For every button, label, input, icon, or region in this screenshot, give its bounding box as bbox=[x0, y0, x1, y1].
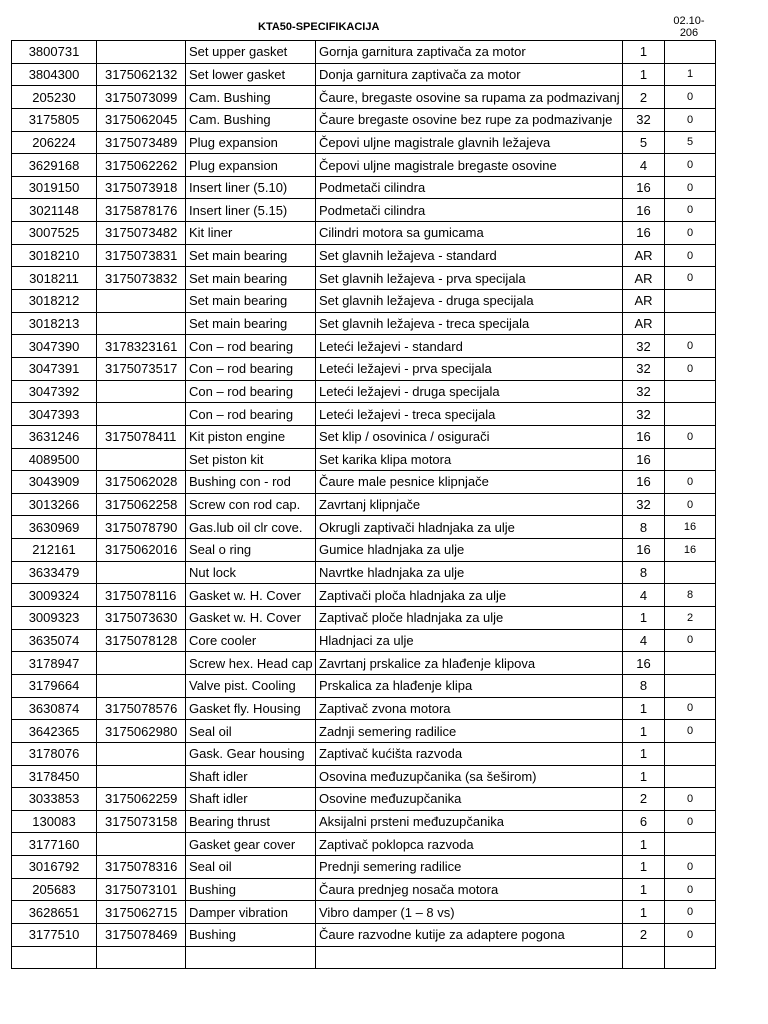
cell-part-number bbox=[97, 833, 186, 856]
cell-quantity: 2 bbox=[623, 788, 665, 811]
cell-code: 3630874 bbox=[12, 697, 97, 720]
cell-part-number: 3175073482 bbox=[97, 222, 186, 245]
cell-code: 3018212 bbox=[12, 290, 97, 313]
cell-part-number: 3175073832 bbox=[97, 267, 186, 290]
table-row bbox=[12, 652, 716, 675]
cell-description: Navrtke hladnjaka za ulje bbox=[316, 561, 623, 584]
cell-code: 3633479 bbox=[12, 561, 97, 584]
cell-quantity: 1 bbox=[623, 878, 665, 901]
cell-code: 3007525 bbox=[12, 222, 97, 245]
cell-part-name: Nut lock bbox=[186, 561, 316, 584]
cell-part-number: 3175062132 bbox=[97, 63, 186, 86]
cell-part-name: Seal oil bbox=[186, 720, 316, 743]
table-row bbox=[12, 697, 716, 720]
cell-description: Aksijalni prsteni međuzupčanika bbox=[316, 810, 623, 833]
table-row bbox=[12, 561, 716, 584]
cell-extra: 0 bbox=[665, 425, 716, 448]
cell-quantity: 1 bbox=[623, 607, 665, 630]
cell-quantity: 8 bbox=[623, 674, 665, 697]
cell-description: Čepovi uljne magistrale bregaste osovine bbox=[316, 154, 623, 177]
cell-description: Zaptivači ploča hladnjaka za ulje bbox=[316, 584, 623, 607]
cell-extra bbox=[665, 290, 716, 313]
cell-part-number: 3175062045 bbox=[97, 108, 186, 131]
table-row bbox=[12, 154, 716, 177]
cell-part-number bbox=[97, 41, 186, 64]
cell-part-number bbox=[97, 380, 186, 403]
cell-code: 3628651 bbox=[12, 901, 97, 924]
cell-description: Vibro damper (1 – 8 vs) bbox=[316, 901, 623, 924]
spec-table bbox=[11, 40, 716, 969]
table-row bbox=[12, 380, 716, 403]
cell-description: Zaptivač poklopca razvoda bbox=[316, 833, 623, 856]
cell-description: Podmetači cilindra bbox=[316, 176, 623, 199]
table-row bbox=[12, 788, 716, 811]
cell-code: 130083 bbox=[12, 810, 97, 833]
cell-quantity: 4 bbox=[623, 629, 665, 652]
table-row bbox=[12, 833, 716, 856]
cell-quantity: 2 bbox=[623, 923, 665, 946]
table-row bbox=[12, 923, 716, 946]
cell-part-number bbox=[97, 290, 186, 313]
cell-part-name: Gasket w. H. Cover bbox=[186, 607, 316, 630]
cell-description: Cilindri motora sa gumicama bbox=[316, 222, 623, 245]
cell-part-number: 3175073158 bbox=[97, 810, 186, 833]
cell-part-name: Bushing con - rod bbox=[186, 471, 316, 494]
cell-description: Set glavnih ležajeva - prva specijala bbox=[316, 267, 623, 290]
cell-extra: 0 bbox=[665, 923, 716, 946]
cell-description: Zavrtanj prskalice za hlađenje klipova bbox=[316, 652, 623, 675]
cell-part-number: 3175073101 bbox=[97, 878, 186, 901]
cell-extra bbox=[665, 674, 716, 697]
cell-part-name: Set upper gasket bbox=[186, 41, 316, 64]
cell-part-number: 3175078790 bbox=[97, 516, 186, 539]
cell-part-name: Insert liner (5.10) bbox=[186, 176, 316, 199]
cell-quantity: 5 bbox=[623, 131, 665, 154]
cell-part-number: 3175073099 bbox=[97, 86, 186, 109]
cell-description: Zaptivač kućišta razvoda bbox=[316, 742, 623, 765]
cell-part-number: 3175073630 bbox=[97, 607, 186, 630]
table-row bbox=[12, 357, 716, 380]
date-line-1: 02.10- bbox=[673, 15, 705, 27]
cell-part-number: 3175073831 bbox=[97, 244, 186, 267]
cell-extra: 0 bbox=[665, 878, 716, 901]
table-row bbox=[12, 425, 716, 448]
cell-part-name: Insert liner (5.15) bbox=[186, 199, 316, 222]
cell-code: 3018213 bbox=[12, 312, 97, 335]
table-row bbox=[12, 290, 716, 313]
cell-quantity: 32 bbox=[623, 108, 665, 131]
cell-quantity: 32 bbox=[623, 380, 665, 403]
cell-description: Hladnjaci za ulje bbox=[316, 629, 623, 652]
cell-code: 3047390 bbox=[12, 335, 97, 358]
cell-description: Zaptivač ploče hladnjaka za ulje bbox=[316, 607, 623, 630]
cell-part-name: Valve pist. Cooling bbox=[186, 674, 316, 697]
table-row bbox=[12, 108, 716, 131]
cell-extra: 0 bbox=[665, 199, 716, 222]
cell-part-name: Set main bearing bbox=[186, 267, 316, 290]
cell-code: 3630969 bbox=[12, 516, 97, 539]
cell-part-number: 3175078316 bbox=[97, 856, 186, 879]
cell-code: 3175805 bbox=[12, 108, 97, 131]
cell-part-number: 3175878176 bbox=[97, 199, 186, 222]
table-row bbox=[12, 176, 716, 199]
cell-description: Prednji semering radilice bbox=[316, 856, 623, 879]
cell-part-number: 3175062028 bbox=[97, 471, 186, 494]
cell-quantity: 1 bbox=[623, 41, 665, 64]
cell-description: Čepovi uljne magistrale glavnih ležajeva bbox=[316, 131, 623, 154]
cell-code: 3804300 bbox=[12, 63, 97, 86]
cell-extra bbox=[665, 561, 716, 584]
cell-description: Osovine međuzupčanika bbox=[316, 788, 623, 811]
cell-extra bbox=[665, 41, 716, 64]
cell-code: 3009324 bbox=[12, 584, 97, 607]
cell-part-number: 3175078469 bbox=[97, 923, 186, 946]
cell-description: Gornja garnitura zaptivača za motor bbox=[316, 41, 623, 64]
table-row bbox=[12, 448, 716, 471]
cell-code: 205683 bbox=[12, 878, 97, 901]
cell-part-number: 3175078116 bbox=[97, 584, 186, 607]
cell-code: 3043909 bbox=[12, 471, 97, 494]
cell-quantity: AR bbox=[623, 267, 665, 290]
cell-extra: 0 bbox=[665, 86, 716, 109]
cell-quantity: 1 bbox=[623, 742, 665, 765]
cell-description: Gumice hladnjaka za ulje bbox=[316, 539, 623, 562]
table-row bbox=[12, 765, 716, 788]
cell-code bbox=[12, 946, 97, 969]
cell-part-name: Kit piston engine bbox=[186, 425, 316, 448]
cell-quantity: 16 bbox=[623, 176, 665, 199]
cell-part-number: 3175073489 bbox=[97, 131, 186, 154]
cell-part-number bbox=[97, 946, 186, 969]
cell-part-number: 3175078128 bbox=[97, 629, 186, 652]
cell-description: Čaure male pesnice klipnjače bbox=[316, 471, 623, 494]
cell-extra: 0 bbox=[665, 108, 716, 131]
cell-part-number: 3175062980 bbox=[97, 720, 186, 743]
cell-extra: 8 bbox=[665, 584, 716, 607]
cell-quantity: 1 bbox=[623, 697, 665, 720]
cell-code: 3019150 bbox=[12, 176, 97, 199]
cell-description: Set glavnih ležajeva - treca specijala bbox=[316, 312, 623, 335]
cell-quantity: 32 bbox=[623, 493, 665, 516]
cell-quantity: 4 bbox=[623, 584, 665, 607]
cell-description: Okrugli zaptivači hladnjaka za ulje bbox=[316, 516, 623, 539]
cell-description: Prskalica za hlađenje klipa bbox=[316, 674, 623, 697]
cell-part-name: Set piston kit bbox=[186, 448, 316, 471]
cell-extra bbox=[665, 312, 716, 335]
cell-part-name: Screw con rod cap. bbox=[186, 493, 316, 516]
cell-quantity: 4 bbox=[623, 154, 665, 177]
cell-part-number: 3175078411 bbox=[97, 425, 186, 448]
cell-part-name: Shaft idler bbox=[186, 788, 316, 811]
cell-extra bbox=[665, 652, 716, 675]
cell-part-name: Gas.lub oil clr cove. bbox=[186, 516, 316, 539]
cell-extra: 0 bbox=[665, 629, 716, 652]
cell-part-number: 3175073918 bbox=[97, 176, 186, 199]
table-row bbox=[12, 856, 716, 879]
cell-extra: 0 bbox=[665, 697, 716, 720]
cell-part-name: Damper vibration bbox=[186, 901, 316, 924]
table-row bbox=[12, 244, 716, 267]
cell-part-name: Core cooler bbox=[186, 629, 316, 652]
cell-extra: 0 bbox=[665, 471, 716, 494]
cell-quantity: 16 bbox=[623, 471, 665, 494]
cell-quantity: 1 bbox=[623, 765, 665, 788]
cell-quantity: 16 bbox=[623, 448, 665, 471]
table-row bbox=[12, 629, 716, 652]
cell-part-name: Set main bearing bbox=[186, 290, 316, 313]
table-row bbox=[12, 584, 716, 607]
cell-part-name: Con – rod bearing bbox=[186, 403, 316, 426]
cell-extra: 0 bbox=[665, 335, 716, 358]
cell-code: 3629168 bbox=[12, 154, 97, 177]
cell-quantity bbox=[623, 946, 665, 969]
cell-part-name: Gask. Gear housing bbox=[186, 742, 316, 765]
cell-quantity: 8 bbox=[623, 561, 665, 584]
table-row bbox=[12, 539, 716, 562]
cell-code: 3179664 bbox=[12, 674, 97, 697]
cell-quantity: 1 bbox=[623, 856, 665, 879]
cell-description: Set glavnih ležajeva - standard bbox=[316, 244, 623, 267]
cell-description: Čaure, bregaste osovine sa rupama za podmazivanj bbox=[316, 86, 623, 109]
cell-part-name: Bushing bbox=[186, 878, 316, 901]
cell-description: Set glavnih ležajeva - druga specijala bbox=[316, 290, 623, 313]
cell-description: Leteći ležajevi - treca specijala bbox=[316, 403, 623, 426]
cell-description: Leteći ležajevi - standard bbox=[316, 335, 623, 358]
cell-code: 3021148 bbox=[12, 199, 97, 222]
cell-part-name: Gasket w. H. Cover bbox=[186, 584, 316, 607]
cell-quantity: 16 bbox=[623, 425, 665, 448]
cell-quantity: 32 bbox=[623, 403, 665, 426]
cell-part-name: Plug expansion bbox=[186, 131, 316, 154]
cell-part-name: Con – rod bearing bbox=[186, 357, 316, 380]
cell-part-number bbox=[97, 448, 186, 471]
cell-description: Osovina međuzupčanika (sa šeširom) bbox=[316, 765, 623, 788]
cell-code: 3642365 bbox=[12, 720, 97, 743]
cell-part-name: Set lower gasket bbox=[186, 63, 316, 86]
cell-extra: 16 bbox=[665, 539, 716, 562]
table-row bbox=[12, 471, 716, 494]
cell-part-name: Bearing thrust bbox=[186, 810, 316, 833]
cell-extra: 16 bbox=[665, 516, 716, 539]
cell-quantity: AR bbox=[623, 290, 665, 313]
cell-code: 212161 bbox=[12, 539, 97, 562]
table-row bbox=[12, 403, 716, 426]
table-row bbox=[12, 607, 716, 630]
cell-quantity: 8 bbox=[623, 516, 665, 539]
cell-extra: 0 bbox=[665, 176, 716, 199]
cell-part-number: 3178323161 bbox=[97, 335, 186, 358]
cell-part-number bbox=[97, 765, 186, 788]
cell-description: Zavrtanj klipnjače bbox=[316, 493, 623, 516]
cell-part-number: 3175062259 bbox=[97, 788, 186, 811]
table-row bbox=[12, 901, 716, 924]
table-row bbox=[12, 131, 716, 154]
cell-extra: 0 bbox=[665, 267, 716, 290]
cell-extra: 0 bbox=[665, 810, 716, 833]
cell-code: 3178450 bbox=[12, 765, 97, 788]
cell-description: Čaure bregaste osovine bez rupe za podmazivanje bbox=[316, 108, 623, 131]
cell-part-number: 3175062715 bbox=[97, 901, 186, 924]
table-row bbox=[12, 742, 716, 765]
cell-extra bbox=[665, 765, 716, 788]
cell-extra bbox=[665, 380, 716, 403]
table-row bbox=[12, 267, 716, 290]
cell-part-number: 3175062016 bbox=[97, 539, 186, 562]
table-row bbox=[12, 222, 716, 245]
cell-extra: 1 bbox=[665, 63, 716, 86]
cell-quantity: AR bbox=[623, 312, 665, 335]
table-row bbox=[12, 810, 716, 833]
cell-description: Donja garnitura zaptivača za motor bbox=[316, 63, 623, 86]
cell-extra bbox=[665, 403, 716, 426]
cell-part-name: Plug expansion bbox=[186, 154, 316, 177]
cell-extra: 0 bbox=[665, 154, 716, 177]
cell-code: 3800731 bbox=[12, 41, 97, 64]
cell-code: 3018211 bbox=[12, 267, 97, 290]
table-row bbox=[12, 516, 716, 539]
cell-quantity: 32 bbox=[623, 357, 665, 380]
cell-part-number: 3175062258 bbox=[97, 493, 186, 516]
cell-quantity: 1 bbox=[623, 901, 665, 924]
cell-extra bbox=[665, 448, 716, 471]
table-row bbox=[12, 199, 716, 222]
cell-extra: 0 bbox=[665, 222, 716, 245]
cell-quantity: 16 bbox=[623, 539, 665, 562]
cell-quantity: 16 bbox=[623, 652, 665, 675]
cell-part-number: 3175062262 bbox=[97, 154, 186, 177]
cell-code: 3033853 bbox=[12, 788, 97, 811]
cell-code: 3047391 bbox=[12, 357, 97, 380]
cell-code: 3177160 bbox=[12, 833, 97, 856]
cell-extra: 0 bbox=[665, 493, 716, 516]
cell-part-name: Cam. Bushing bbox=[186, 86, 316, 109]
cell-part-name: Seal oil bbox=[186, 856, 316, 879]
cell-part-name: Bushing bbox=[186, 923, 316, 946]
cell-extra: 0 bbox=[665, 788, 716, 811]
cell-extra: 5 bbox=[665, 131, 716, 154]
cell-code: 3013266 bbox=[12, 493, 97, 516]
cell-part-name: Seal o ring bbox=[186, 539, 316, 562]
cell-quantity: 16 bbox=[623, 199, 665, 222]
cell-description bbox=[316, 946, 623, 969]
cell-code: 4089500 bbox=[12, 448, 97, 471]
cell-part-name: Cam. Bushing bbox=[186, 108, 316, 131]
cell-code: 205230 bbox=[12, 86, 97, 109]
cell-part-number bbox=[97, 652, 186, 675]
cell-part-name bbox=[186, 946, 316, 969]
cell-description: Set karika klipa motora bbox=[316, 448, 623, 471]
cell-extra: 0 bbox=[665, 244, 716, 267]
table-row bbox=[12, 878, 716, 901]
cell-description: Zaptivač zvona motora bbox=[316, 697, 623, 720]
cell-part-number: 3175078576 bbox=[97, 697, 186, 720]
cell-quantity: AR bbox=[623, 244, 665, 267]
cell-part-name: Gasket fly. Housing bbox=[186, 697, 316, 720]
cell-description: Podmetači cilindra bbox=[316, 199, 623, 222]
cell-extra: 0 bbox=[665, 357, 716, 380]
cell-quantity: 1 bbox=[623, 63, 665, 86]
cell-description: Čaure razvodne kutije za adaptere pogona bbox=[316, 923, 623, 946]
cell-code: 3018210 bbox=[12, 244, 97, 267]
cell-quantity: 16 bbox=[623, 222, 665, 245]
table-row bbox=[12, 312, 716, 335]
cell-code: 3178947 bbox=[12, 652, 97, 675]
cell-description: Leteći ležajevi - prva specijala bbox=[316, 357, 623, 380]
cell-code: 3631246 bbox=[12, 425, 97, 448]
cell-part-number bbox=[97, 674, 186, 697]
table-row bbox=[12, 63, 716, 86]
cell-part-name: Kit liner bbox=[186, 222, 316, 245]
cell-extra: 0 bbox=[665, 901, 716, 924]
cell-code: 3178076 bbox=[12, 742, 97, 765]
cell-quantity: 1 bbox=[623, 720, 665, 743]
cell-extra: 2 bbox=[665, 607, 716, 630]
cell-quantity: 6 bbox=[623, 810, 665, 833]
document-date bbox=[660, 15, 718, 39]
cell-extra bbox=[665, 833, 716, 856]
cell-code: 3047393 bbox=[12, 403, 97, 426]
cell-extra: 0 bbox=[665, 720, 716, 743]
cell-part-name: Gasket gear cover bbox=[186, 833, 316, 856]
table-row bbox=[12, 720, 716, 743]
cell-quantity: 32 bbox=[623, 335, 665, 358]
cell-part-number bbox=[97, 561, 186, 584]
cell-description: Zadnji semering radilice bbox=[316, 720, 623, 743]
date-line-2: 206 bbox=[679, 27, 699, 39]
cell-part-number bbox=[97, 742, 186, 765]
cell-quantity: 2 bbox=[623, 86, 665, 109]
cell-code: 3009323 bbox=[12, 607, 97, 630]
table-row bbox=[12, 493, 716, 516]
cell-part-number bbox=[97, 403, 186, 426]
table-row bbox=[12, 41, 716, 64]
table-row bbox=[12, 86, 716, 109]
cell-code: 3047392 bbox=[12, 380, 97, 403]
cell-part-name: Set main bearing bbox=[186, 244, 316, 267]
cell-extra bbox=[665, 742, 716, 765]
cell-code: 206224 bbox=[12, 131, 97, 154]
cell-quantity: 1 bbox=[623, 833, 665, 856]
cell-code: 3016792 bbox=[12, 856, 97, 879]
cell-code: 3177510 bbox=[12, 923, 97, 946]
cell-part-name: Shaft idler bbox=[186, 765, 316, 788]
cell-code: 3635074 bbox=[12, 629, 97, 652]
cell-part-name: Set main bearing bbox=[186, 312, 316, 335]
table-row bbox=[12, 335, 716, 358]
cell-part-number: 3175073517 bbox=[97, 357, 186, 380]
cell-part-name: Con – rod bearing bbox=[186, 335, 316, 358]
table-row bbox=[12, 946, 716, 969]
cell-extra: 0 bbox=[665, 856, 716, 879]
document-title: KTA50-SPECIFIKACIJA bbox=[258, 21, 380, 33]
cell-description: Set klip / osovinica / osigurači bbox=[316, 425, 623, 448]
table-row bbox=[12, 674, 716, 697]
cell-part-name: Con – rod bearing bbox=[186, 380, 316, 403]
cell-extra bbox=[665, 946, 716, 969]
cell-part-name: Screw hex. Head cap bbox=[186, 652, 316, 675]
cell-part-number bbox=[97, 312, 186, 335]
cell-description: Leteći ležajevi - druga specijala bbox=[316, 380, 623, 403]
cell-description: Čaura prednjeg nosača motora bbox=[316, 878, 623, 901]
